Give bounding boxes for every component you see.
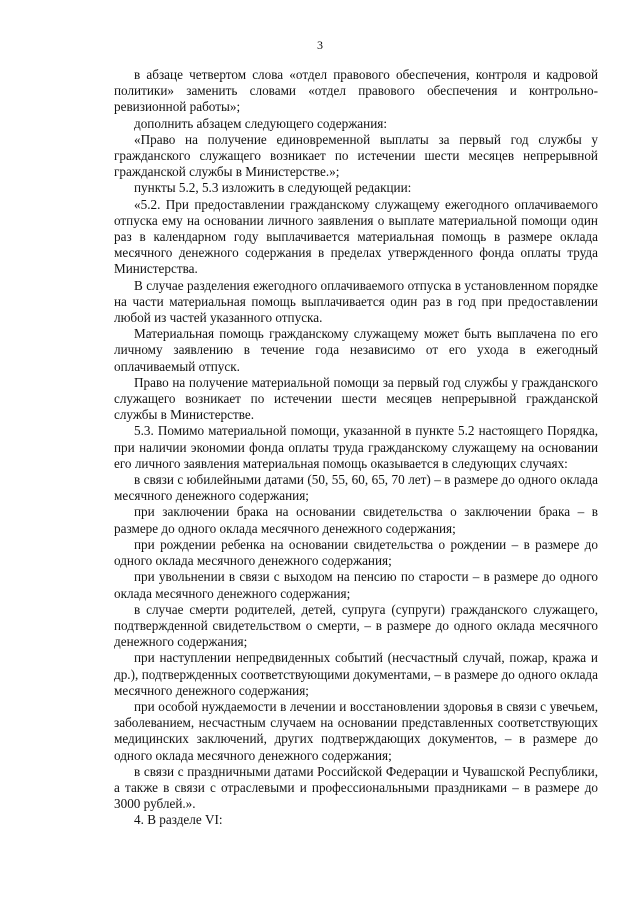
paragraph-2: дополнить абзацем следующего содержания: [134, 115, 388, 131]
paragraph-4: пункты 5.2, 5.3 изложить в следующей редакции: [134, 180, 412, 196]
paragraph-13: при увольнении в связи с выходом на пенсию по старости – в размере до одного оклада месячного денежного содержания; [114, 569, 598, 601]
paragraph-8: Право на получение материальной помощи за первый год службы у гражданского служащего возникает по истечении шести месяцев непрерывной гражданской службы в Министерстве. [114, 374, 598, 423]
paragraph-18: 4. В разделе VI: [134, 812, 223, 828]
paragraph-10: в связи с юбилейными датами (50, 55, 60, 65, 70 лет) – в размере до одного оклада месячного денежного содержания; [114, 472, 598, 504]
page-number: 3 [317, 38, 323, 52]
paragraph-15: при наступлении непредвиденных событий (несчастный случай, пожар, кража и др.), подтвержденных соответствующими документами, – в размере до одного оклада месячного денежного содержания; [114, 650, 598, 698]
paragraph-3: «Право на получение единовременной выплаты за первый год службы у гражданского служащего возникает по истечении шести месяцев непрерывной гражданской службы в Министерстве.»; [114, 131, 598, 180]
paragraph-11: при заключении брака на основании свидетельства о заключении брака – в размере до одного оклада месячного денежного содержания; [114, 504, 598, 536]
paragraph-6: В случае разделения ежегодного оплачиваемого отпуска в установленном порядке на части материальная помощь выплачивается один раз в год при предоставлении любой из частей указанного отпуска. [114, 277, 598, 326]
paragraph-16: при особой нуждаемости в лечении и восстановлении здоровья в связи с увечьем, заболеванием, несчастным случаем на основании представленных соответствующих медицинских заключений, других подтверждающих документов, – в размере до одного оклада месячного денежного содержания; [114, 698, 598, 763]
paragraph-17: в связи с праздничными датами Российской Федерации и Чувашской Республики, а также в связи с отраслевыми и профессиональными праздниками – в размере до 3000 рублей.». [114, 763, 598, 812]
paragraph-12: при рождении ребенка на основании свидетельства о рождении – в размере до одного оклада месячного денежного содержания; [114, 536, 598, 569]
paragraph-7: Материальная помощь гражданскому служащему может быть выплачена по его личному заявлению в течение года независимо от его ухода в ежегодный оплачиваемый отпуск. [114, 326, 598, 374]
paragraph-14: в случае смерти родителей, детей, супруга (супруги) гражданского служащего, подтвержденной свидетельством о смерти, – в размере до одного оклада месячного денежного содержания; [114, 601, 598, 650]
document-body [114, 67, 598, 829]
paragraph-9: 5.3. Помимо материальной помощи, указанной в пункте 5.2 настоящего Порядка, при наличии экономии фонда оплаты труда гражданскому служащему на основании его личного заявления материальная помощь оказывается в следующих случаях: [114, 423, 598, 471]
paragraph-5: «5.2. При предоставлении гражданскому служащему ежегодного оплачиваемого отпуска ему на основании личного заявления о выплате материальной помощи один раз в календарном году выплачивается материальная помощь в размере оклада месячного денежного содержания в пределах утвержденного фонда оплаты труда Министерства. [114, 196, 598, 277]
paragraph-1: в абзаце четвертом слова «отдел правового обеспечения, контроля и кадровой политики» заменить словами «отдел правового обеспечения и контрольно-ревизионной работы»; [114, 67, 598, 115]
